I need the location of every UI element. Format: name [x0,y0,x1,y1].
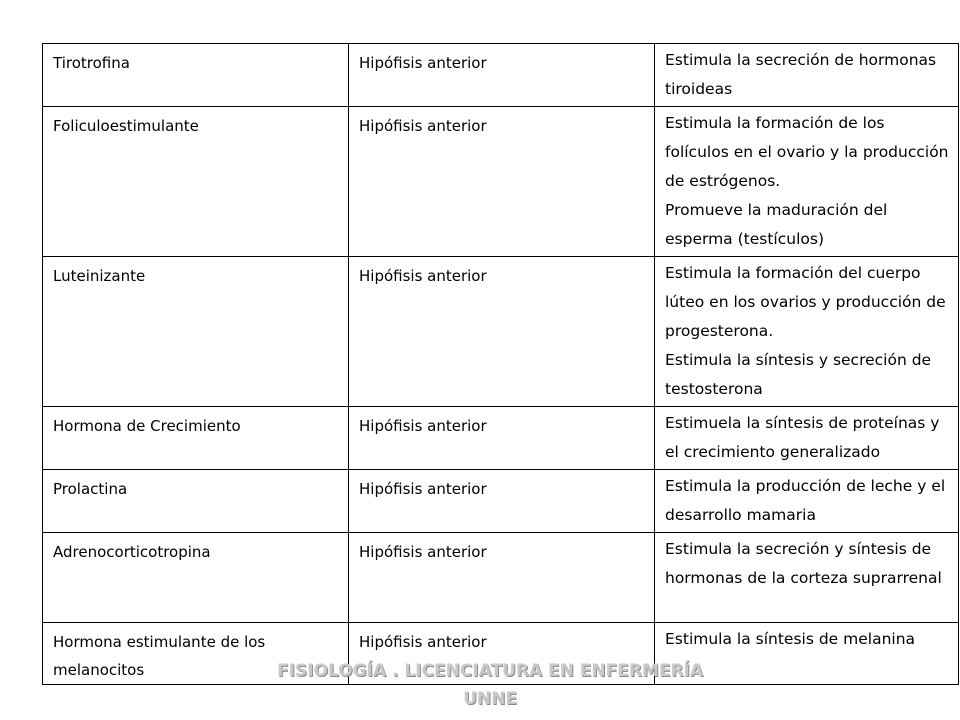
gland-cell: Hipófisis anterior [349,257,655,407]
effect-cell [655,533,959,623]
table-row [43,407,959,470]
gland-cell: Hipófisis anterior [349,107,655,257]
gland-cell: Hipófisis anterior [349,407,655,470]
effect-text: Estimula la secreción y síntesis de hormonas de la corteza suprarrenal [665,540,942,587]
footer-university: UNNE [463,689,517,709]
effect-text: Promueve la maduración del esperma (testículos) [665,201,888,248]
hormone-name-cell: Tirotrofina [43,44,349,107]
hormone-name-cell: Prolactina [43,470,349,533]
table-row [43,107,959,257]
effect-text: Estimula la formación de los folículos en el ovario y la producción de estrógenos. [665,114,949,190]
table-row [43,533,959,623]
hormone-name-cell: Adrenocorticotropina [43,533,349,623]
hormone-name-cell: Hormona estimulante de los melanocitos [43,623,349,685]
effect-cell [655,470,959,533]
effect-text: Estimula la formación del cuerpo lúteo en los ovarios y producción de progesterona. [665,264,946,340]
footer-course-title: FISIOLOGÍA . LICENCIATURA EN ENFERMERÍA [276,661,704,681]
effect-text: Estimula la síntesis de melanina [665,630,916,648]
table-row [43,44,959,107]
effect-cell [655,44,959,107]
gland-cell: Hipófisis anterior [349,44,655,107]
hormones-table [42,43,959,685]
effect-text: Estimuela la síntesis de proteínas y el crecimiento generalizado [665,414,940,461]
hormone-name-cell: Luteinizante [43,257,349,407]
effect-text: Estimula la secreción de hormonas tiroideas [665,51,937,98]
effect-text: Estimula la producción de leche y el desarrollo mamaria [665,477,946,524]
effect-cell [655,407,959,470]
gland-cell: Hipófisis anterior [349,623,655,685]
effect-text: Estimula la síntesis y secreción de testosterona [665,351,932,398]
table-row [43,257,959,407]
hormone-name-cell: Foliculoestimulante [43,107,349,257]
gland-cell: Hipófisis anterior [349,470,655,533]
table-row [43,470,959,533]
hormone-name-cell: Hormona de Crecimiento [43,407,349,470]
hormones-table-body [43,44,959,685]
effect-cell [655,107,959,257]
gland-cell: Hipófisis anterior [349,533,655,623]
effect-cell [655,257,959,407]
